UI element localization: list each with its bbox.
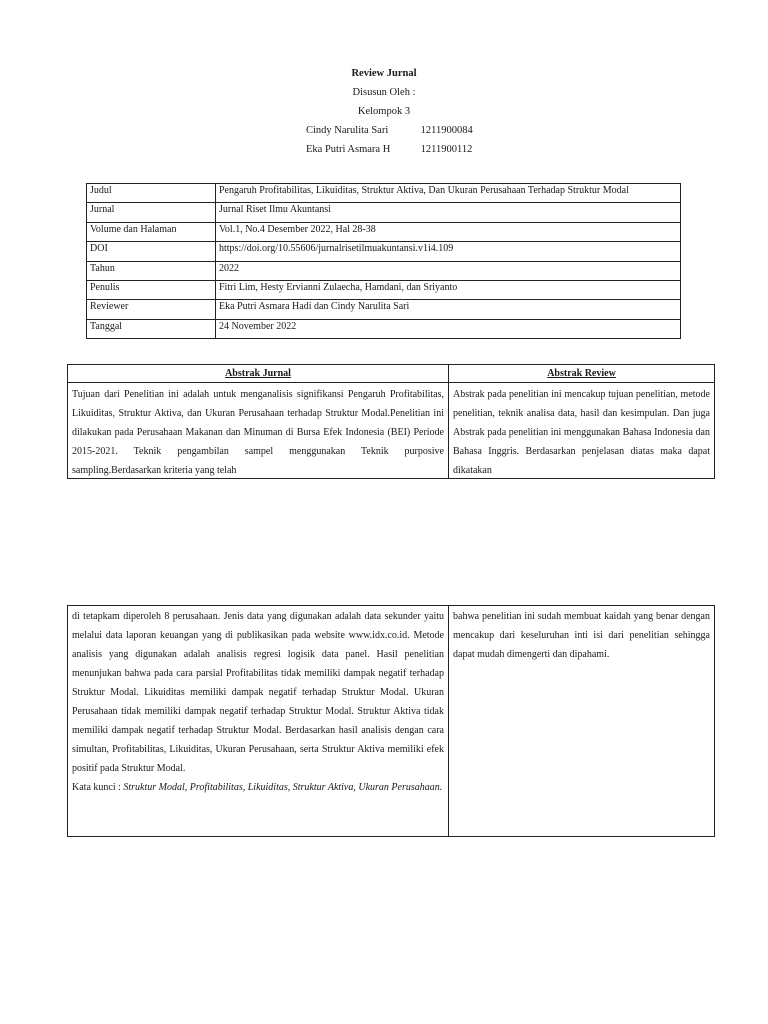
document-header — [0, 64, 768, 121]
abstract-review-column — [449, 606, 714, 836]
table-row — [87, 261, 681, 280]
info-key: Penulis — [87, 280, 216, 299]
abstract-table-part2 — [67, 605, 715, 837]
info-key: Reviewer — [87, 300, 216, 319]
abstract-review-text: bahwa penelitian ini sudah membuat kaidah yang benar dengan mencakup dari keseluruhan inti isi dari penelitian sehingga dapat mudah dimengerti dan dipahami. — [453, 611, 710, 660]
abstract-jurnal-body: di tetapkam diperoleh 8 perusahaan. Jenis data yang digunakan adalah data sekunder yaitu melalui data laporan keuangan yang di publikasikan pada website www.idx.co.id. Metode analisis yang digunakan adalah analisis regresi logisik data panel. Hasil penelitian menunjukan bahwa pada cara parsial Profitabilitas tidak memiliki dampak negatif terhadap Struktur Modal. Likuiditas memiliki dampak negatif terhadap Struktur Modal. Ukuran Perusahaan tidak memiliki dampak negatif terhadap Struktur Modal. Struktur Aktiva tidak memiliki dampak negatif terhadap Struktur Modal. Berdasarkan hasil analisis dengan cara simultan, Profitabilitas, Likuiditas, Ukuran Perusahaan, serta Struktur Aktiva memiliki efek positif pada Struktur Modal. — [72, 611, 444, 774]
abstract-jurnal-column — [68, 365, 449, 478]
abstract-table-part1 — [67, 364, 715, 479]
info-value: Pengaruh Profitabilitas, Likuiditas, Struktur Aktiva, Dan Ukuran Perusahaan Terhadap Struktur Modal — [216, 184, 681, 203]
table-row — [87, 203, 681, 222]
document-title: Review Jurnal — [351, 68, 417, 79]
abstract-jurnal-text — [68, 606, 448, 797]
abstract-jurnal-text: Tujuan dari Penelitian ini adalah untuk menganalisis signifikansi Pengaruh Profitabilitas, Likuiditas, Struktur Aktiva, dan Ukuran Perusahaan terhadap Struktur Modal.Penelitian ini dilakukan pada Perusahaan Makanan dan Minuman di Bursa Efek Indonesia (BEI) Periode 2015-2021. Teknik pengambilan sampel menggunakan Teknik purposive sampling.Berdasarkan kriteria yang telah — [72, 389, 444, 476]
table-row — [87, 222, 681, 241]
author-name: Eka Putri Asmara H — [306, 144, 391, 155]
info-value: Vol.1, No.4 Desember 2022, Hal 28-38 — [216, 222, 681, 241]
journal-info-table — [86, 183, 681, 339]
info-key: Tanggal — [87, 319, 216, 338]
keywords-label: Kata kunci : — [72, 782, 121, 793]
info-value: Jurnal Riset Ilmu Akuntansi — [216, 203, 681, 222]
table-row — [87, 242, 681, 261]
author-row — [306, 121, 473, 140]
info-value: Eka Putri Asmara Hadi dan Cindy Narulita Sari — [216, 300, 681, 319]
info-key: Jurnal — [87, 203, 216, 222]
author-id: 1211900112 — [420, 144, 473, 155]
table-row — [87, 280, 681, 299]
author-name: Cindy Narulita Sari — [306, 125, 389, 136]
info-key: Volume dan Halaman — [87, 222, 216, 241]
abstract-jurnal-heading: Abstrak Jurnal — [68, 365, 448, 383]
info-value: Fitri Lim, Hesty Ervianni Zulaecha, Hamdani, dan Sriyanto — [216, 280, 681, 299]
table-row — [87, 319, 681, 338]
abstract-review-text: Abstrak pada penelitian ini mencakup tujuan penelitian, metode penelitian, teknik analisa data, hasil dan kesimpulan. Dan juga Abstrak pada penelitian ini menggunakan Bahasa Indonesia dan Bahasa Inggris. Berdasarkan penjelasan diatas maka dapat dikatakan — [453, 389, 710, 476]
table-row — [87, 184, 681, 203]
info-value: 2022 — [216, 261, 681, 280]
author-row — [306, 140, 472, 159]
info-key: Tahun — [87, 261, 216, 280]
group-name: Kelompok 3 — [357, 106, 411, 117]
info-value: 24 November 2022 — [216, 319, 681, 338]
abstract-jurnal-column — [68, 606, 449, 836]
keywords-line — [72, 778, 444, 797]
info-value: https://doi.org/10.55606/jurnalrisetilmuakuntansi.v1i4.109 — [216, 242, 681, 261]
info-key: Judul — [87, 184, 216, 203]
document-subtitle: Disusun Oleh : — [352, 87, 416, 98]
keywords-text: Struktur Modal, Profitabilitas, Likuiditas, Struktur Aktiva, Ukuran Perusahaan. — [123, 782, 443, 793]
abstract-review-column — [449, 365, 714, 478]
table-row — [87, 300, 681, 319]
info-key: DOI — [87, 242, 216, 261]
author-id: 1211900084 — [420, 125, 473, 136]
abstract-review-heading: Abstrak Review — [449, 365, 714, 383]
